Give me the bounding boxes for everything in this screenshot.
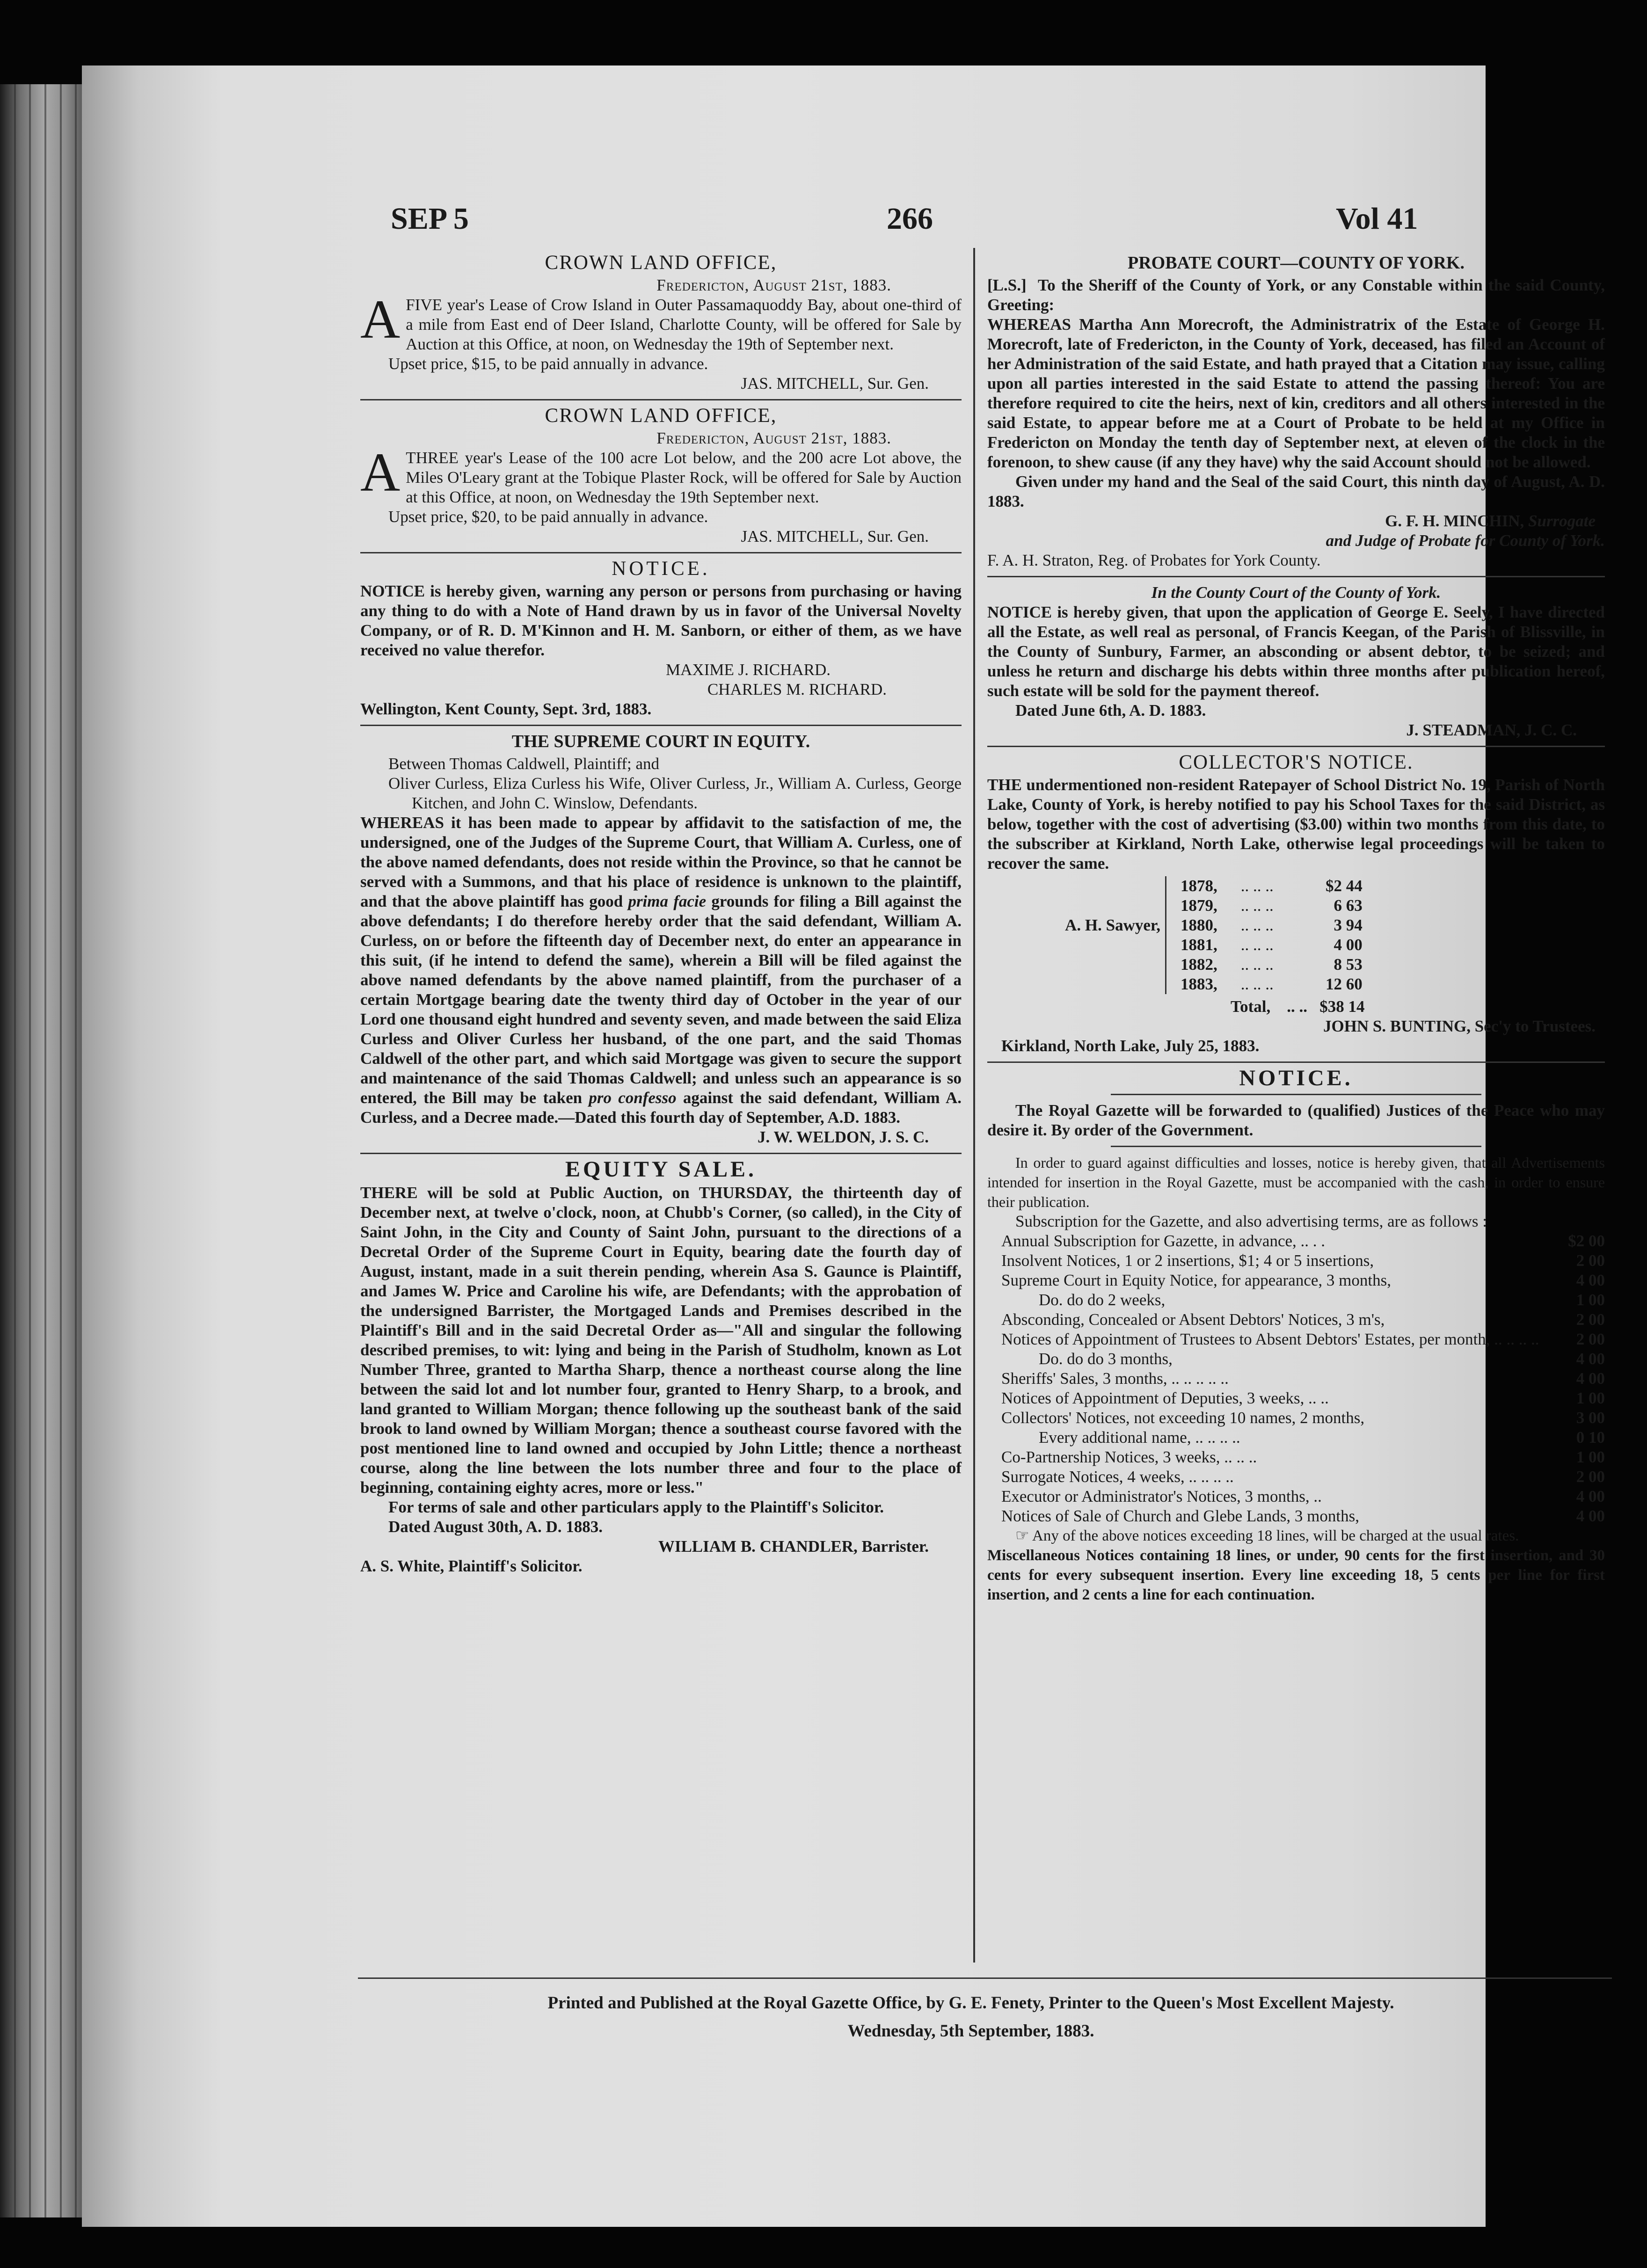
fee-label: Do. do do 3 months,: [1039, 1350, 1173, 1368]
fee-row: [987, 1271, 1605, 1290]
fee-amount: 1 00: [1576, 1389, 1605, 1407]
fee-label: Supreme Court in Equity Notice, for appearance, 3 months,: [1001, 1271, 1391, 1289]
given-under-seal: Given under my hand and the Seal of the said Court, this ninth day of August, A. D. 1883.: [987, 472, 1605, 510]
divider: [987, 576, 1605, 577]
notice-title: In the County Court of the County of York.: [1151, 583, 1441, 602]
fee-amount: 2 00: [1576, 1468, 1605, 1486]
terms-of-sale: For terms of sale and other particulars apply to the Plaintiff's Solicitor.: [388, 1498, 884, 1516]
tax-total: $38 14: [1319, 997, 1365, 1016]
fee-amount: 3 00: [1576, 1409, 1605, 1427]
notice-dateline: Kirkland, North Lake, July 25, 1883.: [1001, 1037, 1260, 1055]
collectors-notice: [987, 753, 1605, 1056]
page-number: 266: [887, 202, 933, 236]
tax-row: [1015, 974, 1367, 994]
payer-name: [1015, 935, 1166, 955]
brace: [1166, 876, 1176, 896]
writ-address: [L.S.] To the Sheriff of the County of York, or any Constable within the said County, Greeting:: [987, 276, 1605, 314]
notice-title: CROWN LAND OFFICE,: [545, 405, 777, 427]
probate-court-notice: [987, 253, 1605, 570]
fee-label: Surrogate Notices, 4 weeks, .. .. .. ..: [1001, 1468, 1234, 1486]
fee-row: [987, 1388, 1605, 1408]
fee-row: [987, 1330, 1605, 1349]
notice-body: NOTICE is hereby given, that upon the application of George E. Seely, I have directed all the Estate, as well real as personal, of Francis Keegan, of the Parish of Blissville, in the County of Sunbury, Farmer, an absconding or absent debtor, to be seized; and unless he return and discharge his debts within three months after publication hereof, such estate will be sold for the payment thereof.: [987, 603, 1605, 700]
short-rule: [1111, 1146, 1481, 1147]
tax-table: [1015, 876, 1367, 994]
fee-amount: 4 00: [1576, 1350, 1605, 1368]
fee-label: Notices of Sale of Church and Glebe Lands, 3 months,: [1001, 1507, 1359, 1525]
fee-row: [987, 1467, 1605, 1487]
notice-dateline: Dated August 30th, A. D. 1883.: [388, 1518, 603, 1536]
notice-title: CROWN LAND OFFICE,: [545, 252, 777, 274]
fee-row: [987, 1310, 1605, 1330]
fee-row: [987, 1447, 1605, 1467]
tax-total-row: Total, .. .. $38 14: [1231, 997, 1365, 1016]
notice-body: ATHREE year's Lease of the 100 acre Lot below, and the 200 acre Lot above, the Miles O'Leary grant at the Tobique Plaster Rock, will be offered for Sale by Auction at this Office, at noon, on Wednesday the 19th September next.: [360, 442, 962, 506]
notice-dateline: Dated June 6th, A. D. 1883.: [1015, 701, 1206, 720]
signature: JOHN S. BUNTING, Sec'y to Trustees.: [1323, 1017, 1596, 1035]
tax-row: [1015, 896, 1367, 916]
brace: [1166, 974, 1176, 994]
divider: [360, 725, 962, 726]
fee-label: Collectors' Notices, not exceeding 10 names, 2 months,: [1001, 1409, 1365, 1427]
signature: J. W. WELDON, J. S. C.: [758, 1128, 929, 1146]
tax-amount: 6 63: [1334, 896, 1363, 915]
tax-row: [1015, 955, 1367, 974]
drop-cap: A: [360, 289, 401, 350]
fee-amount: 0 10: [1576, 1428, 1605, 1447]
tax-year: 1883,: [1181, 975, 1217, 993]
publication-date: Wednesday, 5th September, 1883.: [847, 2021, 1094, 2041]
signature: WILLIAM B. CHANDLER, Barrister.: [658, 1537, 929, 1556]
note-of-hand-notice: [360, 559, 962, 719]
registrar: F. A. H. Straton, Reg. of Probates for York County.: [987, 551, 1321, 569]
footer-rule: [358, 1977, 1612, 1979]
fee-amount: $2 00: [1568, 1232, 1605, 1250]
fee-label: Sheriffs' Sales, 3 months, .. .. .. .. ..: [1001, 1369, 1229, 1388]
fee-label: Insolvent Notices, 1 or 2 insertions, $1; 4 or 5 insertions,: [1001, 1251, 1374, 1270]
fee-row: [987, 1251, 1605, 1271]
notice-title: EQUITY SALE.: [565, 1157, 757, 1182]
signature: JAS. MITCHELL, Sur. Gen.: [741, 374, 929, 393]
parties-plaintiff: Between Thomas Caldwell, Plaintiff; and: [388, 755, 660, 773]
brace: [1166, 935, 1176, 955]
fee-row: [987, 1428, 1605, 1447]
dot-leader: .. .. ..: [1240, 877, 1274, 895]
signature: J. STEADMAN, J. C. C.: [1406, 721, 1577, 739]
county-court-notice: [987, 583, 1605, 740]
dot-leader: .. .. ..: [1240, 955, 1274, 974]
tax-row: [1015, 876, 1367, 896]
column-divider: [973, 248, 975, 1963]
payer-name: [1015, 876, 1166, 896]
tax-year: 1882,: [1181, 955, 1217, 974]
payer-name: A. H. Sawyer,: [1065, 916, 1160, 934]
fee-label: Co-Partnership Notices, 3 weeks, .. .. ..: [1001, 1448, 1257, 1466]
brace: [1166, 896, 1176, 916]
notice-body: THE undermentioned non-resident Ratepayer of School District No. 19, Parish of North Lake, County of York, is hereby notified to pay his School Taxes for the said District, as below, together with the cost of advertising ($3.00) within two months from this date, to the subscriber at Kirkland, North Lake, otherwise legal proceedings will be taken to recover the same.: [987, 776, 1605, 872]
divider: [360, 399, 962, 400]
exceeding-lines-note: ☞ Any of the above notices exceeding 18 lines, will be charged at the usual rates.: [1015, 1527, 1519, 1544]
notice-body: NOTICE is hereby given, warning any person or persons from purchasing or having any thing to do with a Note of Hand drawn by us in favor of the Universal Novelty Company, or of R. D. M'Kinnon and H. M. Sanborn, or either of them, as we have received no value therefor.: [360, 582, 962, 659]
supreme-court-equity-notice: [360, 732, 962, 1147]
upset-price: Upset price, $15, to be paid annually in advance.: [388, 355, 708, 373]
fee-label: Absconding, Concealed or Absent Debtors' Notices, 3 m's,: [1001, 1310, 1385, 1329]
dot-leader: .. .. ..: [1240, 916, 1274, 934]
notice-dateline: Wellington, Kent County, Sept. 3rd, 1883.: [360, 700, 652, 718]
gazette-page: [82, 65, 1605, 2227]
equity-sale-notice: [360, 1157, 962, 1576]
fee-amount: 1 00: [1576, 1291, 1605, 1309]
notice-title: NOTICE.: [612, 558, 710, 580]
fee-row: [987, 1506, 1605, 1526]
fee-amount: 4 00: [1576, 1487, 1605, 1505]
notice-body: WHEREAS it has been made to appear by affidavit to the satisfaction of me, the undersigned, one of the Judges of the Supreme Court, that William A. Curless, one of the above named defendants, does not reside within the Province, so that he cannot be served with a Summons, and that his place of residence is unknown to the plaintiff, and that the above plaintiff has good prima facie grounds for filing a Bill against the above defendants; I do therefore hereby order that the said defendant, William A. Curless, on or before the fifteenth day of December next, do enter an appearance in this suit, (if he intend to defend the same), wherein a Bill will be filed against the above named defendants by the above named plaintiff, from the purchaser of a certain Mortgage bearing date the twenty third day of October in the year of our Lord one thousand eight hundred and seventy seven, and made between the said Eliza Curless and Oliver Curless her husband, of the one part, and the said Thomas Caldwell of the other part, and which said Mortgage was given to secure the support and maintenance of the said Thomas Caldwell; and unless such an appearance is so entered, the Bill may be taken pro confesso against the said defendant, William A. Curless, and a Decree made.—Dated this fourth day of September, A.D. 1883.: [360, 814, 962, 1127]
book-binding-edge: [0, 84, 82, 2217]
cash-notice: In order to guard against difficulties and losses, notice is hereby given, that all Advertisements intended for insertion in the Royal Gazette, must be accompanied with the cash, in order to ensure their publication.: [987, 1154, 1605, 1210]
tax-row: [1015, 916, 1367, 935]
fee-label: Every additional name, .. .. .. ..: [1039, 1428, 1240, 1447]
brace: [1166, 955, 1176, 974]
dot-leader: .. .. ..: [1240, 896, 1274, 915]
signature: JAS. MITCHELL, Sur. Gen.: [741, 527, 929, 545]
left-column: [360, 250, 962, 1576]
fee-label: Annual Subscription for Gazette, in advance, .. . .: [1001, 1232, 1326, 1250]
fee-label: Executor or Administrator's Notices, 3 months, ..: [1001, 1487, 1322, 1505]
fee-amount: 1 00: [1576, 1448, 1605, 1466]
divider: [987, 746, 1605, 747]
dot-leader: .. .. ..: [1240, 975, 1274, 993]
tax-year: 1881,: [1181, 936, 1217, 954]
fee-row: [987, 1408, 1605, 1428]
issue-date: SEP 5: [391, 202, 469, 236]
fee-amount: 4 00: [1576, 1271, 1605, 1289]
fee-amount: 4 00: [1576, 1369, 1605, 1388]
notice-body: AFIVE year's Lease of Crow Island in Outer Passamaquoddy Bay, about one-third of a mile from East end of Deer Island, Charlotte County, will be offered for Sale by Auction at this Office, at noon, on Wednesday the 19th of September next.: [360, 289, 962, 353]
tax-row: [1015, 935, 1367, 955]
notice-dateline: Fredericton, August 21st, 1883.: [656, 276, 891, 294]
notice-body: WHEREAS Martha Ann Morecroft, the Administratrix of the Estate of George H. Morecroft, late of Fredericton, in the County of York, deceased, has filed an Account of her Administration of the said Estate, and hath prayed that a Citation may issue, calling upon all parties interested in the said Estate to attend the passing thereof: You are therefore required to cite the heirs, next of kin, creditors and all others interested in the said Estate, to appear before me at a Court of Probate to be held at my Office in Fredericton on Monday the tenth day of September next, at eleven of the clock in the forenoon, to shew cause (if any they have) why the said Account should not be allowed.: [987, 315, 1605, 471]
signature-1: MAXIME J. RICHARD.: [666, 661, 831, 679]
pointing-hand-icon: ☞: [1015, 1527, 1029, 1544]
imprint: Printed and Published at the Royal Gazette Office, by G. E. Fenety, Printer to the Queen's Most Excellent Majesty.: [547, 1993, 1394, 2013]
fee-label: Notices of Appointment of Trustees to Absent Debtors' Estates, per month, .. .. .. ..: [1001, 1330, 1539, 1348]
drop-cap: A: [360, 442, 401, 503]
tax-amount: 4 00: [1334, 936, 1363, 954]
fee-row: [987, 1369, 1605, 1388]
fee-row: [987, 1349, 1605, 1369]
payer-name: [1015, 955, 1166, 974]
divider: [987, 1061, 1605, 1063]
tax-year: 1879,: [1181, 896, 1217, 915]
notice-title: PROBATE COURT—COUNTY OF YORK.: [1128, 253, 1465, 273]
divider: [360, 552, 962, 553]
notice-title: THE SUPREME COURT IN EQUITY.: [511, 732, 810, 751]
fee-label: Notices of Appointment of Deputies, 3 weeks, .. ..: [1001, 1389, 1329, 1407]
signature-2: CHARLES M. RICHARD.: [707, 680, 887, 698]
tax-year: 1880,: [1181, 916, 1217, 934]
fee-amount: 4 00: [1576, 1507, 1605, 1525]
fee-amount: 2 00: [1576, 1310, 1605, 1329]
crown-land-notice-2: [360, 406, 962, 546]
parties-defendants: Oliver Curless, Eliza Curless his Wife, Oliver Curless, Jr., William A. Curless, George Kitchen, and John C. Winslow, Defendants.: [388, 774, 962, 812]
tax-amount: $2 44: [1326, 877, 1363, 895]
misc-notices-rates: Miscellaneous Notices containing 18 lines, or under, 90 cents for the first insertion, and 30 cents for every subsequent insertion. Every line exceeding 18, 5 cents per line for first insertion, and 2 cents a line for each continuation.: [987, 1547, 1605, 1603]
signature-title: and Judge of Probate for County of York.: [1326, 531, 1605, 550]
dot-leader: .. .. ..: [1240, 936, 1274, 954]
notice-title: COLLECTOR'S NOTICE.: [1179, 751, 1414, 773]
royal-gazette-distribution: The Royal Gazette will be forwarded to (qualified) Justices of the Peace who may desire it. By order of the Government.: [987, 1101, 1605, 1139]
tax-amount: 8 53: [1334, 955, 1363, 974]
fee-row: [987, 1487, 1605, 1506]
tax-year: 1878,: [1181, 877, 1217, 895]
gazette-terms-notice: [987, 1066, 1605, 1605]
terms-intro: Subscription for the Gazette, and also advertising terms, are as follows :: [1015, 1212, 1487, 1230]
notice-dateline: Fredericton, August 21st, 1883.: [656, 429, 891, 447]
fee-amount: 2 00: [1576, 1251, 1605, 1270]
fee-row: [987, 1231, 1605, 1251]
right-column: [987, 250, 1605, 1605]
signature: G. F. H. MINCHIN, Surrogate: [1385, 512, 1596, 530]
fee-list: [987, 1231, 1605, 1526]
tax-amount: 3 94: [1334, 916, 1363, 934]
fee-row: [987, 1290, 1605, 1310]
divider: [360, 1153, 962, 1154]
fee-label: Do. do do 2 weeks,: [1039, 1291, 1166, 1309]
notice-title: NOTICE.: [1239, 1066, 1353, 1090]
brace: [1166, 916, 1176, 935]
fee-amount: 2 00: [1576, 1330, 1605, 1348]
solicitor: A. S. White, Plaintiff's Solicitor.: [360, 1557, 583, 1575]
crown-land-notice-1: [360, 253, 962, 393]
tax-amount: 12 60: [1326, 975, 1363, 993]
volume-number: Vol 41: [1336, 202, 1418, 236]
upset-price: Upset price, $20, to be paid annually in advance.: [388, 508, 708, 526]
notice-body: THERE will be sold at Public Auction, on THURSDAY, the thirteenth day of December next, at twelve o'clock, noon, at Chubb's Corner, (so called), in the City of Saint John, in the City and County of Saint John, pursuant to the directions of a Decretal Order of the Supreme Court in Equity, bearing date the fourth day of August, instant, made in a suit therein pending, wherein Asa S. Gaunce is Plaintiff, and James W. Price and Caroline his wife, are Defendants; with the approbation of the undersigned Barrister, the Mortgaged Lands and Premises described in the Plaintiff's Bill and in the said Decretal Order as—"All and singular the following described premises, to wit: lying and being in the Parish of Studholm, known as Lot Number Three, granted to Martha Sharp, thence a northeast course along the line between the said lot and lot number four, granted to Henry Sharp, to a brook, and land granted to William Morgan; thence following up the southeast bank of the said brook to land owned by William Morgan; thence a southeast course favored with the post mentioned line to land owned and occupied by John Little; thence a northeast course, along the line between the lots number three and four to the place of beginning, containing eighty acres, more or less.": [360, 1184, 962, 1497]
short-rule: [1111, 1094, 1481, 1095]
payer-name: [1015, 896, 1166, 916]
payer-name: [1015, 974, 1166, 994]
